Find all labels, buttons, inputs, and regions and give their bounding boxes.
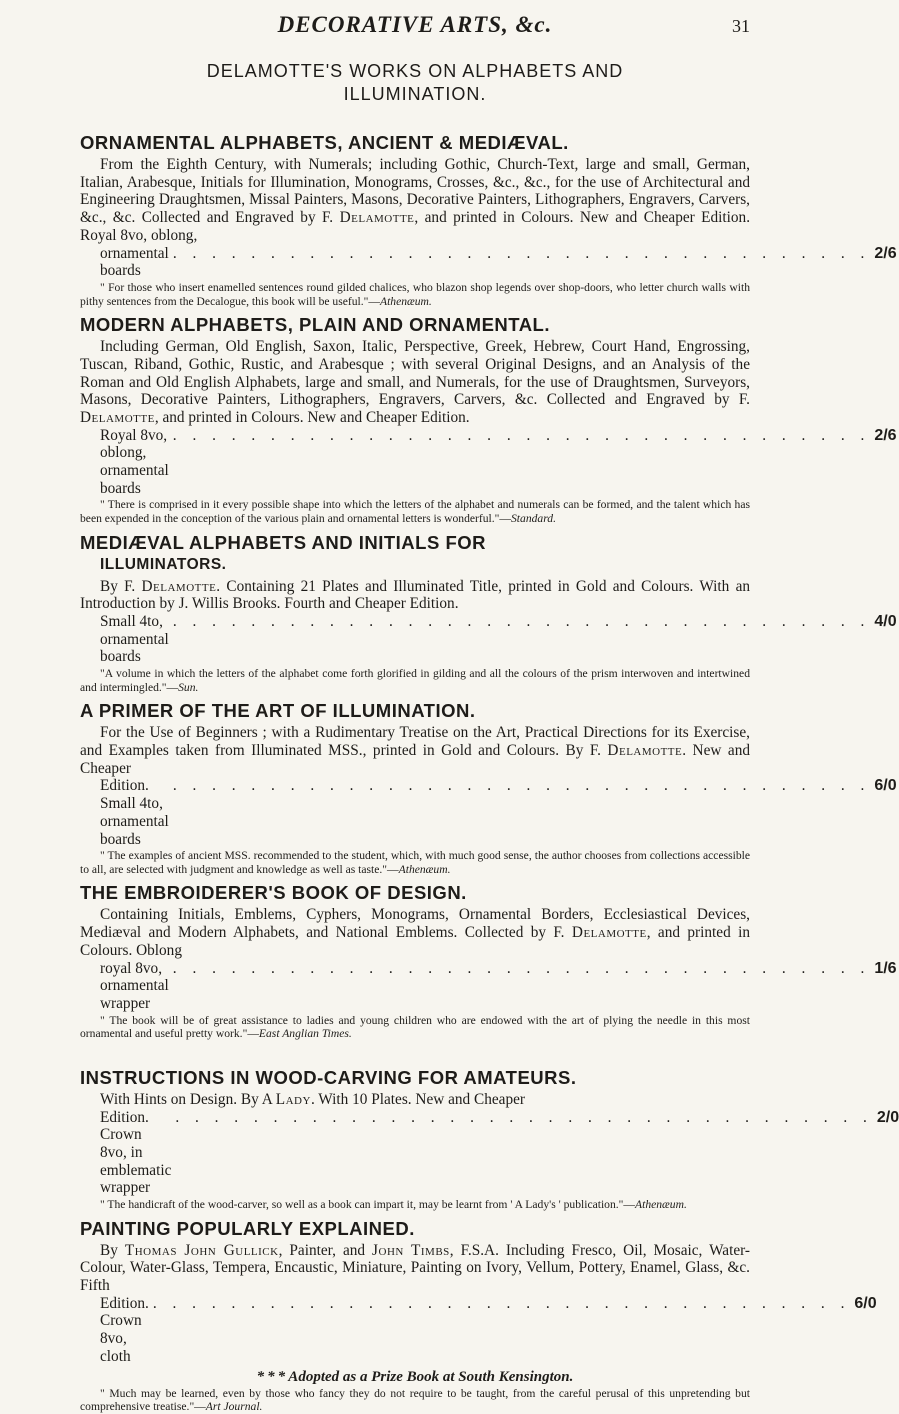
price: 2/6 [874,426,897,444]
author-name: Delamotte [607,742,683,760]
author-name: Thomas John Gullick [124,1241,279,1259]
review-source: Athenæum. [635,1198,687,1212]
entry-mediaeval-alphabets [80,531,897,695]
review-quote: " The handicraft of the wood-carver, so well as a book can impart it, may be learnt from ' A Lady's ' publication."—Athenæum. [100,1198,687,1212]
price: 4/0 [874,613,897,631]
page-number: 31 [732,16,750,36]
entry-heading: MEDIÆVAL ALPHABETS AND INITIALS FOR [80,531,486,553]
page-title [80,60,750,106]
review-source: East Anglian Times. [258,1027,352,1041]
price-label: Royal 8vo, oblong, ornamental boards [100,426,169,497]
review-source: Sun. [178,680,199,694]
entry-heading: MODERN ALPHABETS, PLAIN AND ORNAMENTAL. [80,314,550,336]
author-name: Delamotte [571,924,647,942]
price-label: Edition. Crown 8vo, cloth [100,1294,149,1365]
price-label: ornamental boards [100,244,169,280]
review-source: Art Journal. [205,1400,263,1414]
price-label: Edition. Small 4to, ornamental boards [100,777,169,848]
page-title-line-1: DELAMOTTE'S WORKS ON ALPHABETS AND [206,61,624,81]
review-quote: " The book will be of great assistance to ladies and young children who are endowed with the art of plying the needle in this most ornamental and useful pretty work."—East Anglian Times. [80,1013,750,1041]
review-quote: " There is comprised in it every possible shape into which the letters of the alphabet and numerals can be formed, and the talent which has been expended in the conception of the various plain and ornamental letters is wonderful."—Standard. [80,498,750,526]
price: 6/0 [874,777,897,795]
entry-heading: THE EMBROIDERER'S BOOK OF DESIGN. [80,882,467,904]
entry-ornamental-alphabets [80,132,897,308]
entry-description: From the Eighth Century, with Numerals; including Gothic, Church-Text, large and small, German, Italian, Arabesque, Initials for Illumination, Monograms, Crosses, &c., &c., for the use of Architectural and Engineering Draughtsmen, Missal Painters, Masons, Decorative Painters, Lithographers, Engravers, Carvers, &c., &c. Collected and Engraved by F. Delamotte, and printed in Colours. New and Cheaper Edition. Royal 8vo, oblong, [80,156,751,244]
review-quote: "A volume in which the letters of the alphabet come forth glorified in gilding and all the colours of the prism interwoven and intertwined and intermingled."—Sun. [80,667,750,694]
review-quote: " For those who insert enamelled sentences round gilded chalices, who blazon shop legends over shop-doors, who letter church walls with pithy sentences from the Decalogue, this book will be useful."—Athenæum. [80,280,750,308]
entry-primer-illumination [80,700,897,876]
price-label: royal 8vo, ornamental wrapper [100,959,169,1012]
price-line: Royal 8vo, oblong, ornamental boards . . . . . . . . . . . . . . . . . . . . . . . . . . . . . . . . . . . . 2/6 [100,426,897,497]
entry-embroiderers-book [80,882,897,1041]
price-line: Edition. Crown 8vo, in emblematic wrapper . . . . . . . . . . . . . . . . . . . . . . . . . . . . . . . . . . . . 2/0 [100,1108,899,1197]
price: 6/0 [854,1294,877,1312]
author-name: Delamotte [339,209,415,227]
author-name: Delamotte [141,577,217,595]
entry-description: For the Use of Beginners ; with a Rudimentary Treatise on the Art, Practical Directions for its Exercise, and Examples taken from Illuminated MSS., printed in Gold and Colours. By F. Delamotte. New and Cheaper [80,724,750,777]
price-label: Small 4to, ornamental boards [100,613,169,666]
review-source: Standard. [511,512,556,526]
price-label: Edition. Crown 8vo, in emblematic wrapper [100,1108,172,1197]
entry-description: With Hints on Design. By A Lady. With 10 Plates. New and Cheaper [100,1090,525,1108]
entry-heading: A PRIMER OF THE ART OF ILLUMINATION. [80,700,476,722]
review-quote: " Much may be learned, even by those who fancy they do not require to be taught, from the careful perusal of this unpretending but comprehensive treatise."—Art Journal. [80,1386,750,1414]
review-source: Athenæum. [379,294,432,308]
author-name: Delamotte [80,408,155,426]
review-source: Athenæum. [398,862,451,876]
price-line: royal 8vo, ornamental wrapper . . . . . . . . . . . . . . . . . . . . . . . . . . . . . . . . . . . . 1/6 [100,959,897,1012]
author-name: Lady [275,1090,311,1108]
price-line: ornamental boards . . . . . . . . . . . . . . . . . . . . . . . . . . . . . . . . . . . . 2/6 [100,244,897,280]
review-quote: " The examples of ancient MSS. recommended to the student, which, with much good sense, the author chooses from collections accessible to all, are selected with judgment and knowledge as well as taste."—Athenæum. [80,849,750,876]
entry-wood-carving [80,1066,899,1212]
entry-modern-alphabets [80,314,897,526]
price-line: Edition. Crown 8vo, cloth . . . . . . . . . . . . . . . . . . . . . . . . . . . . . . . . . . . . 6/0 [100,1294,877,1365]
price-line: Small 4to, ornamental boards . . . . . . . . . . . . . . . . . . . . . . . . . . . . . . . . . . . . 4/0 [100,613,897,666]
page-title-line-2: ILLUMINATION. [343,84,487,104]
entry-description: By F. Delamotte. Containing 21 Plates and Illuminated Title, printed in Gold and Colours. With an Introduction by J. Willis Brooks. Fourth and Cheaper Edition. [80,577,751,613]
entry-description: Containing Initials, Emblems, Cyphers, Monograms, Ornamental Borders, Ecclesiastical Devices, Mediæval and Modern Alphabets, and National Emblems. Collected by F. Delamotte, and printed in Colours. Oblong [80,906,750,959]
running-head-title: DECORATIVE ARTS, &c. [277,12,553,37]
author-name-2: John Timbs [372,1241,450,1259]
entry-painting-explained [80,1217,877,1414]
entry-heading: ORNAMENTAL ALPHABETS, ANCIENT & MEDIÆVAL. [80,132,569,153]
entry-description: By Thomas John Gullick, Painter, and John Timbs, F.S.A. Including Fresco, Oil, Mosaic, Water-Colour, Water-Glass, Tempera, Encaustic, Miniature, Painting on Ivory, Vellum, Pottery, Enamel, Glass, &c. Fifth [80,1241,751,1295]
running-head [80,0,750,52]
price-line: Edition. Small 4to, ornamental boards . . . . . . . . . . . . . . . . . . . . . . . . . . . . . . . . . . . . 6/0 [100,777,897,848]
entry-heading: INSTRUCTIONS IN WOOD-CARVING FOR AMATEURS. [80,1066,577,1088]
price: 1/6 [874,959,897,977]
price: 2/6 [874,244,897,262]
entry-heading: PAINTING POPULARLY EXPLAINED. [80,1217,415,1239]
price: 2/0 [876,1108,899,1126]
entry-description: Including German, Old English, Saxon, Italic, Perspective, Greek, Hebrew, Court Hand, Engrossing, Tuscan, Riband, Gothic, Rustic, and Arabesque ; with several Original Designs, and an Analysis of the Roman and Old English Alphabets, large and small, and Numerals, for the use of Draughtsmen, Surveyors, Masons, Decorative Painters, Lithographers, Engravers, Carvers, &c. Collected and Engraved by F. Delamotte, and printed in Colours. New and Cheaper Edition. [80,338,750,426]
entry-heading-continued: ILLUMINATORS. [100,555,227,573]
prize-note: * * * Adopted as a Prize Book at South Kensington. [256,1368,574,1385]
